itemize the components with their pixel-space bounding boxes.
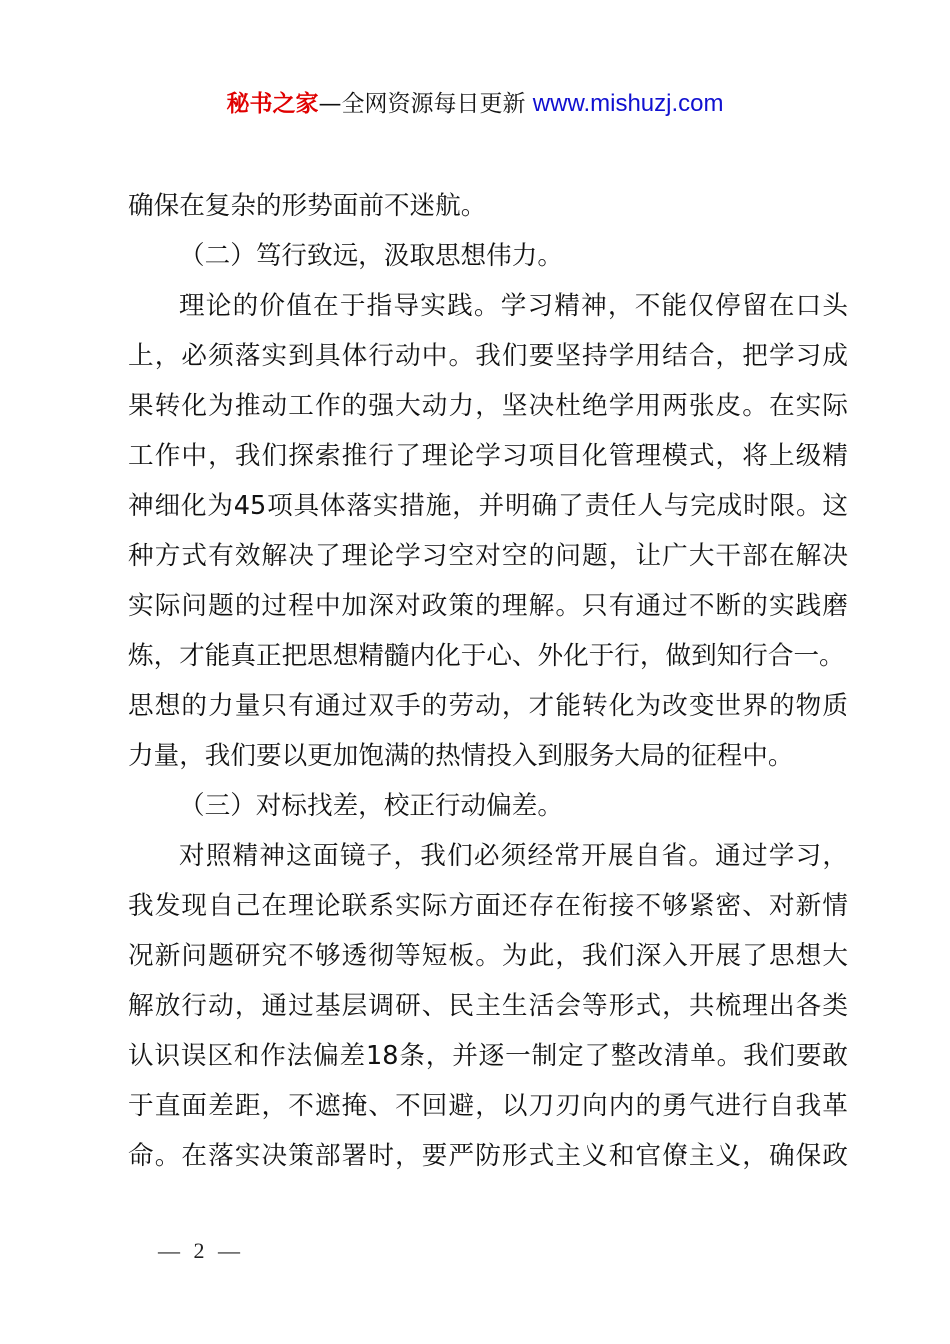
text-line: 认识误区和作法偏差18条，并逐一制定了整改清单。我们要敢 <box>128 1041 848 1071</box>
text-line: 种方式有效解决了理论学习空对空的问题，让广大干部在解决 <box>128 541 848 571</box>
header-tagline: —全网资源每日更新 <box>318 91 533 117</box>
site-url-link[interactable]: www.mishuzj.com <box>532 90 724 117</box>
text-line: 思想的力量只有通过双手的劳动，才能转化为改变世界的物质 <box>128 691 848 721</box>
brand-name: 秘书之家 <box>226 91 319 117</box>
text-line: 命。在落实决策部署时，要严防形式主义和官僚主义，确保政 <box>128 1141 848 1171</box>
document-body <box>128 181 848 1181</box>
text-line: 确保在复杂的形势面前不迷航。 <box>128 191 487 221</box>
text-line: 力量，我们要以更加饱满的热情投入到服务大局的征程中。 <box>128 741 794 771</box>
text-line: 神细化为45项具体落实措施，并明确了责任人与完成时限。这 <box>128 491 848 521</box>
text-line: 解放行动，通过基层调研、民主生活会等形式，共梳理出各类 <box>128 991 848 1021</box>
text-line: 于直面差距，不遮掩、不回避，以刀刃向内的勇气进行自我革 <box>128 1091 848 1121</box>
site-header <box>0 86 950 122</box>
text-line: 果转化为推动工作的强大动力，坚决杜绝学用两张皮。在实际 <box>128 391 848 421</box>
text-line: 理论的价值在于指导实践。学习精神，不能仅停留在口头 <box>179 291 848 321</box>
text-line: 对照精神这面镜子，我们必须经常开展自省。通过学习， <box>179 841 848 871</box>
text-line: 我发现自己在理论联系实际方面还存在衔接不够紧密、对新情 <box>128 891 848 921</box>
text-line: 工作中，我们探索推行了理论学习项目化管理模式，将上级精 <box>128 441 848 471</box>
section-heading: （二）笃行致远，汲取思想伟力。 <box>179 241 563 271</box>
text-line: 上，必须落实到具体行动中。我们要坚持学用结合，把学习成 <box>128 341 848 371</box>
page-number: — 2 — <box>158 1238 244 1263</box>
text-line: 炼，才能真正把思想精髓内化于心、外化于行，做到知行合一。 <box>128 641 845 671</box>
section-heading: （三）对标找差，校正行动偏差。 <box>179 791 563 821</box>
text-line: 况新问题研究不够透彻等短板。为此，我们深入开展了思想大 <box>128 941 848 971</box>
text-line: 实际问题的过程中加深对政策的理解。只有通过不断的实践磨 <box>128 591 848 621</box>
